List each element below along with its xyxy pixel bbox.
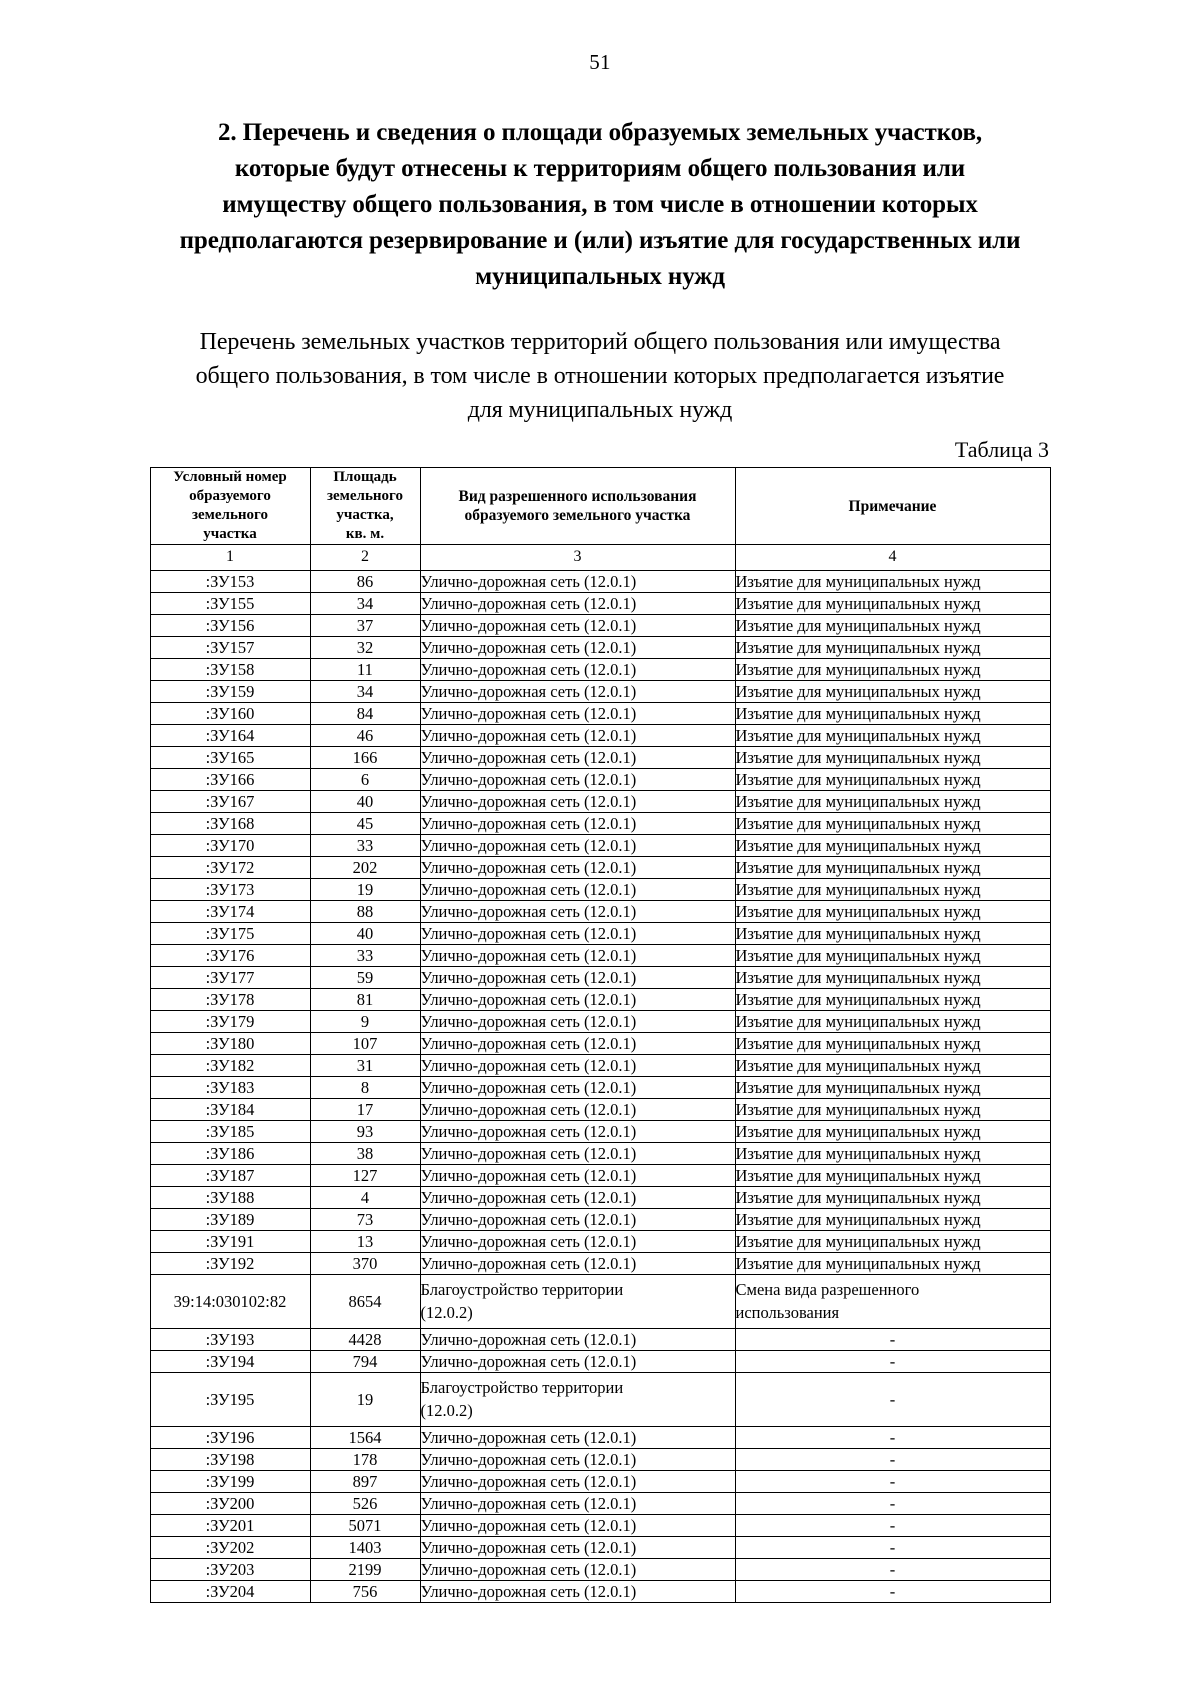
cell-parcel-area: 17 — [310, 1099, 420, 1121]
table-row — [150, 1537, 1050, 1559]
column-header-permitted-use — [420, 468, 735, 545]
title-line-3: имуществу общего пользования, в том числе в отношении которых — [222, 191, 978, 218]
table-row — [150, 1373, 1050, 1427]
cell-parcel-id: :ЗУ187 — [150, 1165, 310, 1187]
table-row — [150, 1275, 1050, 1329]
table-row — [150, 835, 1050, 857]
land-parcels-table — [150, 467, 1051, 1603]
cell-parcel-id: :ЗУ188 — [150, 1187, 310, 1209]
cell-note: - — [735, 1537, 1050, 1559]
cell-permitted-use: Улично-дорожная сеть (12.0.1) — [420, 1055, 735, 1077]
table-row — [150, 1351, 1050, 1373]
cell-parcel-area: 6 — [310, 769, 420, 791]
column-header-conditional-number — [150, 468, 310, 545]
cell-parcel-area: 31 — [310, 1055, 420, 1077]
cell-permitted-use: Улично-дорожная сеть (12.0.1) — [420, 1187, 735, 1209]
table-caption: Таблица 3 — [954, 437, 1049, 462]
cell-parcel-area: 897 — [310, 1471, 420, 1493]
cell-note: - — [735, 1329, 1050, 1351]
cell-parcel-id: :ЗУ202 — [150, 1537, 310, 1559]
table-row — [150, 1121, 1050, 1143]
cell-permitted-use: Улично-дорожная сеть (12.0.1) — [420, 747, 735, 769]
cell-permitted-use: Улично-дорожная сеть (12.0.1) — [420, 725, 735, 747]
cell-parcel-id: :ЗУ166 — [150, 769, 310, 791]
table-row — [150, 615, 1050, 637]
cell-parcel-area: 34 — [310, 681, 420, 703]
table-row — [150, 1033, 1050, 1055]
table-row — [150, 879, 1050, 901]
col2-line-2: земельного — [327, 488, 403, 504]
cell-parcel-area: 107 — [310, 1033, 420, 1055]
page-title — [175, 115, 1025, 295]
cell-note: - — [735, 1449, 1050, 1471]
table-row — [150, 945, 1050, 967]
cell-permitted-use: Улично-дорожная сеть (12.0.1) — [420, 1581, 735, 1603]
cell-parcel-area: 73 — [310, 1209, 420, 1231]
cell-parcel-area: 86 — [310, 571, 420, 593]
cell-note: Изъятие для муниципальных нужд — [735, 879, 1050, 901]
cell-parcel-id: :ЗУ156 — [150, 615, 310, 637]
cell-parcel-id: :ЗУ176 — [150, 945, 310, 967]
cell-permitted-use: Улично-дорожная сеть (12.0.1) — [420, 615, 735, 637]
cell-parcel-area: 4428 — [310, 1329, 420, 1351]
cell-note-line-1: Смена вида разрешенного — [735, 1280, 920, 1299]
cell-note: Изъятие для муниципальных нужд — [735, 1055, 1050, 1077]
cell-note: Изъятие для муниципальных нужд — [735, 967, 1050, 989]
cell-parcel-area: 13 — [310, 1231, 420, 1253]
cell-note: - — [735, 1515, 1050, 1537]
table-row — [150, 1187, 1050, 1209]
cell-permitted-use: Улично-дорожная сеть (12.0.1) — [420, 703, 735, 725]
cell-permitted-use: Улично-дорожная сеть (12.0.1) — [420, 857, 735, 879]
cell-note: Изъятие для муниципальных нужд — [735, 813, 1050, 835]
cell-note: Изъятие для муниципальных нужд — [735, 1231, 1050, 1253]
column-number-row — [150, 545, 1050, 571]
table-row — [150, 1231, 1050, 1253]
cell-permitted-use: Улично-дорожная сеть (12.0.1) — [420, 1253, 735, 1275]
cell-note: Изъятие для муниципальных нужд — [735, 1187, 1050, 1209]
table-row — [150, 637, 1050, 659]
cell-parcel-area: 178 — [310, 1449, 420, 1471]
cell-parcel-area: 8 — [310, 1077, 420, 1099]
cell-parcel-id: :ЗУ183 — [150, 1077, 310, 1099]
cell-parcel-id: :ЗУ177 — [150, 967, 310, 989]
table-row — [150, 1253, 1050, 1275]
cell-permitted-use: Улично-дорожная сеть (12.0.1) — [420, 1559, 735, 1581]
cell-parcel-area: 33 — [310, 835, 420, 857]
cell-permitted-use-line-2: (12.0.2) — [420, 1401, 473, 1420]
cell-parcel-area: 32 — [310, 637, 420, 659]
table-row — [150, 659, 1050, 681]
cell-permitted-use: Улично-дорожная сеть (12.0.1) — [420, 1165, 735, 1187]
cell-parcel-id: :ЗУ178 — [150, 989, 310, 1011]
col1-line-1: Условный номер — [173, 469, 287, 485]
cell-parcel-id: :ЗУ174 — [150, 901, 310, 923]
cell-parcel-id: :ЗУ203 — [150, 1559, 310, 1581]
cell-permitted-use: Улично-дорожная сеть (12.0.1) — [420, 571, 735, 593]
cell-note: Изъятие для муниципальных нужд — [735, 1121, 1050, 1143]
table-row — [150, 681, 1050, 703]
table-row — [150, 901, 1050, 923]
cell-parcel-id: :ЗУ168 — [150, 813, 310, 835]
cell-parcel-area: 11 — [310, 659, 420, 681]
table-row — [150, 989, 1050, 1011]
cell-permitted-use: Улично-дорожная сеть (12.0.1) — [420, 1231, 735, 1253]
cell-parcel-area: 84 — [310, 703, 420, 725]
cell-parcel-area: 19 — [310, 1373, 420, 1427]
cell-parcel-area: 166 — [310, 747, 420, 769]
cell-parcel-area: 88 — [310, 901, 420, 923]
column-number-1: 1 — [150, 545, 310, 571]
cell-parcel-area: 5071 — [310, 1515, 420, 1537]
table-row — [150, 923, 1050, 945]
cell-parcel-area: 93 — [310, 1121, 420, 1143]
cell-note: - — [735, 1373, 1050, 1427]
cell-permitted-use: Улично-дорожная сеть (12.0.1) — [420, 1515, 735, 1537]
cell-note: Изъятие для муниципальных нужд — [735, 1143, 1050, 1165]
col1-line-3: земельного — [192, 507, 268, 523]
cell-parcel-area: 59 — [310, 967, 420, 989]
cell-parcel-id: :ЗУ179 — [150, 1011, 310, 1033]
cell-note: Изъятие для муниципальных нужд — [735, 659, 1050, 681]
table-row — [150, 813, 1050, 835]
cell-permitted-use: Улично-дорожная сеть (12.0.1) — [420, 1033, 735, 1055]
cell-note: Изъятие для муниципальных нужд — [735, 1033, 1050, 1055]
cell-parcel-id: :ЗУ194 — [150, 1351, 310, 1373]
cell-permitted-use: Улично-дорожная сеть (12.0.1) — [420, 1329, 735, 1351]
cell-permitted-use: Улично-дорожная сеть (12.0.1) — [420, 681, 735, 703]
title-line-2: которые будут отнесены к территориям общего пользования или — [234, 155, 966, 182]
cell-note: Изъятие для муниципальных нужд — [735, 835, 1050, 857]
cell-note: Изъятие для муниципальных нужд — [735, 593, 1050, 615]
table-row — [150, 967, 1050, 989]
cell-parcel-id: :ЗУ189 — [150, 1209, 310, 1231]
table-row — [150, 791, 1050, 813]
cell-note: - — [735, 1559, 1050, 1581]
cell-parcel-id: :ЗУ199 — [150, 1471, 310, 1493]
cell-parcel-area: 38 — [310, 1143, 420, 1165]
cell-note: Изъятие для муниципальных нужд — [735, 1253, 1050, 1275]
cell-note: Изъятие для муниципальных нужд — [735, 725, 1050, 747]
table-row — [150, 1449, 1050, 1471]
cell-parcel-id: :ЗУ172 — [150, 857, 310, 879]
cell-parcel-id: :ЗУ195 — [150, 1373, 310, 1427]
cell-note: - — [735, 1427, 1050, 1449]
cell-note: Изъятие для муниципальных нужд — [735, 989, 1050, 1011]
cell-permitted-use: Улично-дорожная сеть (12.0.1) — [420, 945, 735, 967]
cell-parcel-id: :ЗУ175 — [150, 923, 310, 945]
table-header — [150, 468, 1050, 571]
table-row — [150, 1055, 1050, 1077]
col2-line-4: кв. м. — [345, 526, 385, 542]
cell-parcel-id: :ЗУ193 — [150, 1329, 310, 1351]
cell-parcel-area: 127 — [310, 1165, 420, 1187]
cell-note: Изъятие для муниципальных нужд — [735, 1077, 1050, 1099]
cell-parcel-area: 202 — [310, 857, 420, 879]
cell-note: Изъятие для муниципальных нужд — [735, 1209, 1050, 1231]
cell-parcel-id: :ЗУ196 — [150, 1427, 310, 1449]
cell-permitted-use: Улично-дорожная сеть (12.0.1) — [420, 967, 735, 989]
cell-permitted-use: Улично-дорожная сеть (12.0.1) — [420, 1121, 735, 1143]
table-row — [150, 593, 1050, 615]
cell-parcel-id: :ЗУ186 — [150, 1143, 310, 1165]
cell-permitted-use: Улично-дорожная сеть (12.0.1) — [420, 659, 735, 681]
table-row — [150, 1165, 1050, 1187]
cell-note — [735, 1275, 1050, 1329]
table-row — [150, 1209, 1050, 1231]
cell-permitted-use: Улично-дорожная сеть (12.0.1) — [420, 923, 735, 945]
cell-parcel-area: 1564 — [310, 1427, 420, 1449]
cell-parcel-id: :ЗУ191 — [150, 1231, 310, 1253]
table-row — [150, 1077, 1050, 1099]
cell-permitted-use: Улично-дорожная сеть (12.0.1) — [420, 1209, 735, 1231]
cell-permitted-use: Улично-дорожная сеть (12.0.1) — [420, 1351, 735, 1373]
cell-parcel-area: 19 — [310, 879, 420, 901]
cell-note: Изъятие для муниципальных нужд — [735, 857, 1050, 879]
table-row — [150, 1515, 1050, 1537]
cell-parcel-id: :ЗУ155 — [150, 593, 310, 615]
table-row — [150, 1559, 1050, 1581]
column-number-2: 2 — [310, 545, 420, 571]
cell-note: Изъятие для муниципальных нужд — [735, 1099, 1050, 1121]
column-number-4: 4 — [735, 545, 1050, 571]
cell-parcel-id: :ЗУ170 — [150, 835, 310, 857]
cell-parcel-id: :ЗУ173 — [150, 879, 310, 901]
table-row — [150, 571, 1050, 593]
cell-permitted-use: Улично-дорожная сеть (12.0.1) — [420, 1077, 735, 1099]
title-line-4: предполагаются резервирование и (или) изъятие для государственных или — [179, 227, 1021, 254]
cell-parcel-id: :ЗУ160 — [150, 703, 310, 725]
cell-note: Изъятие для муниципальных нужд — [735, 901, 1050, 923]
cell-permitted-use — [420, 1373, 735, 1427]
cell-note: Изъятие для муниципальных нужд — [735, 791, 1050, 813]
cell-permitted-use: Улично-дорожная сеть (12.0.1) — [420, 1449, 735, 1471]
cell-note: - — [735, 1351, 1050, 1373]
cell-parcel-id: :ЗУ198 — [150, 1449, 310, 1471]
cell-permitted-use: Улично-дорожная сеть (12.0.1) — [420, 1427, 735, 1449]
cell-parcel-area: 40 — [310, 923, 420, 945]
cell-note: Изъятие для муниципальных нужд — [735, 945, 1050, 967]
cell-parcel-id: :ЗУ200 — [150, 1493, 310, 1515]
cell-parcel-area: 33 — [310, 945, 420, 967]
table-row — [150, 747, 1050, 769]
cell-parcel-id: :ЗУ164 — [150, 725, 310, 747]
col2-line-1: Площадь — [333, 469, 397, 485]
cell-parcel-id: 39:14:030102:82 — [150, 1275, 310, 1329]
page-number: 51 — [589, 50, 611, 74]
cell-parcel-id: :ЗУ158 — [150, 659, 310, 681]
cell-parcel-id: :ЗУ185 — [150, 1121, 310, 1143]
cell-permitted-use-line-2: (12.0.2) — [420, 1303, 473, 1322]
cell-parcel-area: 37 — [310, 615, 420, 637]
cell-parcel-id: :ЗУ192 — [150, 1253, 310, 1275]
title-line-5: муниципальных нужд — [475, 263, 725, 290]
cell-permitted-use: Улично-дорожная сеть (12.0.1) — [420, 1537, 735, 1559]
cell-permitted-use: Улично-дорожная сеть (12.0.1) — [420, 1011, 735, 1033]
cell-permitted-use: Улично-дорожная сеть (12.0.1) — [420, 879, 735, 901]
cell-parcel-id: :ЗУ180 — [150, 1033, 310, 1055]
cell-permitted-use: Улично-дорожная сеть (12.0.1) — [420, 813, 735, 835]
cell-parcel-id: :ЗУ167 — [150, 791, 310, 813]
table-row — [150, 1581, 1050, 1603]
cell-note: Изъятие для муниципальных нужд — [735, 1165, 1050, 1187]
cell-parcel-area: 46 — [310, 725, 420, 747]
cell-parcel-id: :ЗУ184 — [150, 1099, 310, 1121]
table-header-row — [150, 468, 1050, 545]
table-row — [150, 857, 1050, 879]
cell-permitted-use: Улично-дорожная сеть (12.0.1) — [420, 593, 735, 615]
cell-parcel-id: :ЗУ204 — [150, 1581, 310, 1603]
title-line-1: 2. Перечень и сведения о площади образуемых земельных участков, — [217, 119, 983, 146]
table-row — [150, 1427, 1050, 1449]
col3-line-2: образуемого земельного участка — [464, 507, 691, 524]
cell-parcel-area: 1403 — [310, 1537, 420, 1559]
table-row — [150, 1011, 1050, 1033]
cell-permitted-use: Улично-дорожная сеть (12.0.1) — [420, 1099, 735, 1121]
cell-note: Изъятие для муниципальных нужд — [735, 923, 1050, 945]
subtitle-line-2: общего пользования, в том числе в отношении которых предполагается изъятие — [195, 363, 1005, 389]
cell-parcel-area: 794 — [310, 1351, 420, 1373]
cell-permitted-use: Улично-дорожная сеть (12.0.1) — [420, 835, 735, 857]
cell-note: Изъятие для муниципальных нужд — [735, 681, 1050, 703]
table-body — [150, 571, 1050, 1603]
cell-note: Изъятие для муниципальных нужд — [735, 703, 1050, 725]
cell-permitted-use: Улично-дорожная сеть (12.0.1) — [420, 901, 735, 923]
cell-parcel-area: 526 — [310, 1493, 420, 1515]
table-row — [150, 1471, 1050, 1493]
cell-note: Изъятие для муниципальных нужд — [735, 637, 1050, 659]
cell-parcel-area: 9 — [310, 1011, 420, 1033]
subtitle-line-3: для муниципальных нужд — [467, 397, 733, 423]
cell-parcel-area: 40 — [310, 791, 420, 813]
cell-parcel-id: :ЗУ159 — [150, 681, 310, 703]
cell-permitted-use-line-1: Благоустройство территории — [420, 1280, 624, 1299]
cell-parcel-area: 34 — [310, 593, 420, 615]
cell-parcel-area: 45 — [310, 813, 420, 835]
cell-parcel-id: :ЗУ201 — [150, 1515, 310, 1537]
table-row — [150, 1143, 1050, 1165]
cell-permitted-use: Улично-дорожная сеть (12.0.1) — [420, 637, 735, 659]
page-subtitle — [140, 325, 1060, 427]
table-row — [150, 725, 1050, 747]
column-header-area — [310, 468, 420, 545]
col1-line-4: участка — [203, 526, 257, 542]
cell-note: Изъятие для муниципальных нужд — [735, 1011, 1050, 1033]
col4-line-1: Примечание — [848, 497, 937, 515]
cell-note: Изъятие для муниципальных нужд — [735, 747, 1050, 769]
cell-parcel-area: 81 — [310, 989, 420, 1011]
cell-parcel-id: :ЗУ153 — [150, 571, 310, 593]
cell-parcel-area: 2199 — [310, 1559, 420, 1581]
table-row — [150, 1099, 1050, 1121]
cell-note-line-2: использования — [735, 1303, 840, 1322]
cell-permitted-use: Улично-дорожная сеть (12.0.1) — [420, 1471, 735, 1493]
cell-parcel-area: 4 — [310, 1187, 420, 1209]
table-row — [150, 703, 1050, 725]
cell-permitted-use: Улично-дорожная сеть (12.0.1) — [420, 989, 735, 1011]
col3-line-1: Вид разрешенного использования — [458, 488, 697, 505]
cell-parcel-id: :ЗУ165 — [150, 747, 310, 769]
cell-parcel-id: :ЗУ182 — [150, 1055, 310, 1077]
cell-parcel-area: 370 — [310, 1253, 420, 1275]
cell-note: - — [735, 1581, 1050, 1603]
subtitle-line-1: Перечень земельных участков территорий общего пользования или имущества — [199, 329, 1001, 355]
cell-permitted-use — [420, 1275, 735, 1329]
column-number-3: 3 — [420, 545, 735, 571]
cell-note: Изъятие для муниципальных нужд — [735, 615, 1050, 637]
column-header-note — [735, 468, 1050, 545]
cell-permitted-use: Улично-дорожная сеть (12.0.1) — [420, 791, 735, 813]
table-row — [150, 1329, 1050, 1351]
cell-parcel-area: 8654 — [310, 1275, 420, 1329]
cell-permitted-use-line-1: Благоустройство территории — [420, 1378, 624, 1397]
cell-parcel-area: 756 — [310, 1581, 420, 1603]
cell-note: Изъятие для муниципальных нужд — [735, 769, 1050, 791]
table-row — [150, 1493, 1050, 1515]
cell-note: - — [735, 1493, 1050, 1515]
table-row — [150, 769, 1050, 791]
cell-permitted-use: Улично-дорожная сеть (12.0.1) — [420, 1493, 735, 1515]
col1-line-2: образуемого — [189, 488, 271, 504]
cell-parcel-id: :ЗУ157 — [150, 637, 310, 659]
col2-line-3: участка, — [336, 507, 394, 523]
cell-permitted-use: Улично-дорожная сеть (12.0.1) — [420, 1143, 735, 1165]
cell-note: - — [735, 1471, 1050, 1493]
cell-permitted-use: Улично-дорожная сеть (12.0.1) — [420, 769, 735, 791]
cell-note: Изъятие для муниципальных нужд — [735, 571, 1050, 593]
